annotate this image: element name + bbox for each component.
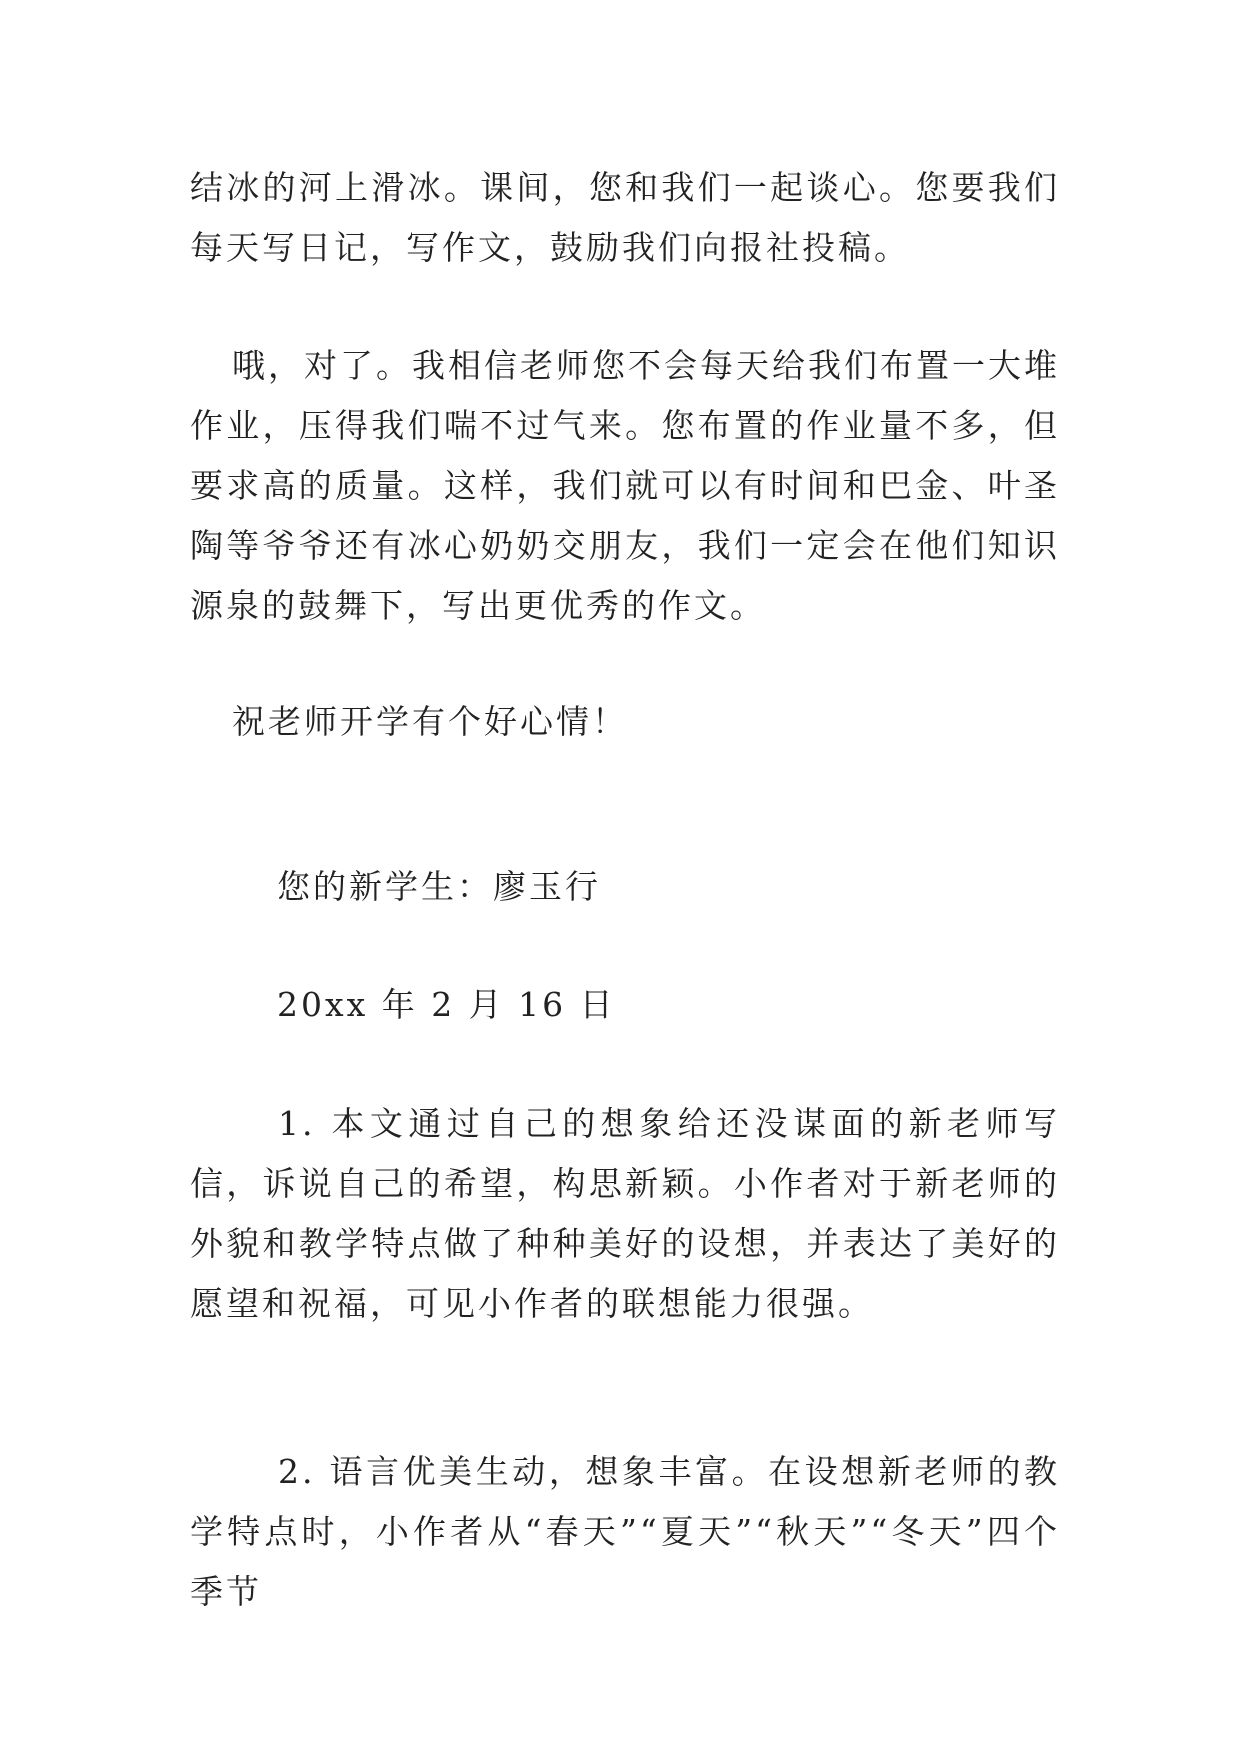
paragraph-skating-diary: 结冰的河上滑冰。课间，您和我们一起谈心。您要我们每天写日记，写作文，鼓励我们向报社投稿。 — [190, 168, 1060, 267]
paragraph-wishes: 祝老师开学有个好心情！ — [232, 702, 628, 741]
signature-line: 您的新学生：廖玉行 — [277, 867, 601, 906]
comment-point-2: 2. 语言优美生动，想象丰富。在设想新老师的教学特点时，小作者从“春天”“夏天”“秋天”“冬天”四个季节 — [190, 1452, 1060, 1611]
comment-point-1: 1. 本文通过自己的想象给还没谋面的新老师写信，诉说自己的希望，构思新颖。小作者对于新老师的外貌和教学特点做了种种美好的设想，并表达了美好的愿望和祝福，可见小作者的联想能力很强。 — [190, 1104, 1060, 1323]
paragraph-homework: 哦，对了。我相信老师您不会每天给我们布置一大堆作业，压得我们喘不过气来。您布置的作业量不多，但要求高的质量。这样，我们就可以有时间和巴金、叶圣陶等爷爷还有冰心奶奶交朋友，我们一定会在他们知识源泉的鼓舞下，写出更优秀的作文。 — [190, 346, 1060, 625]
date-line: 20xx 年 2 月 16 日 — [277, 985, 616, 1024]
